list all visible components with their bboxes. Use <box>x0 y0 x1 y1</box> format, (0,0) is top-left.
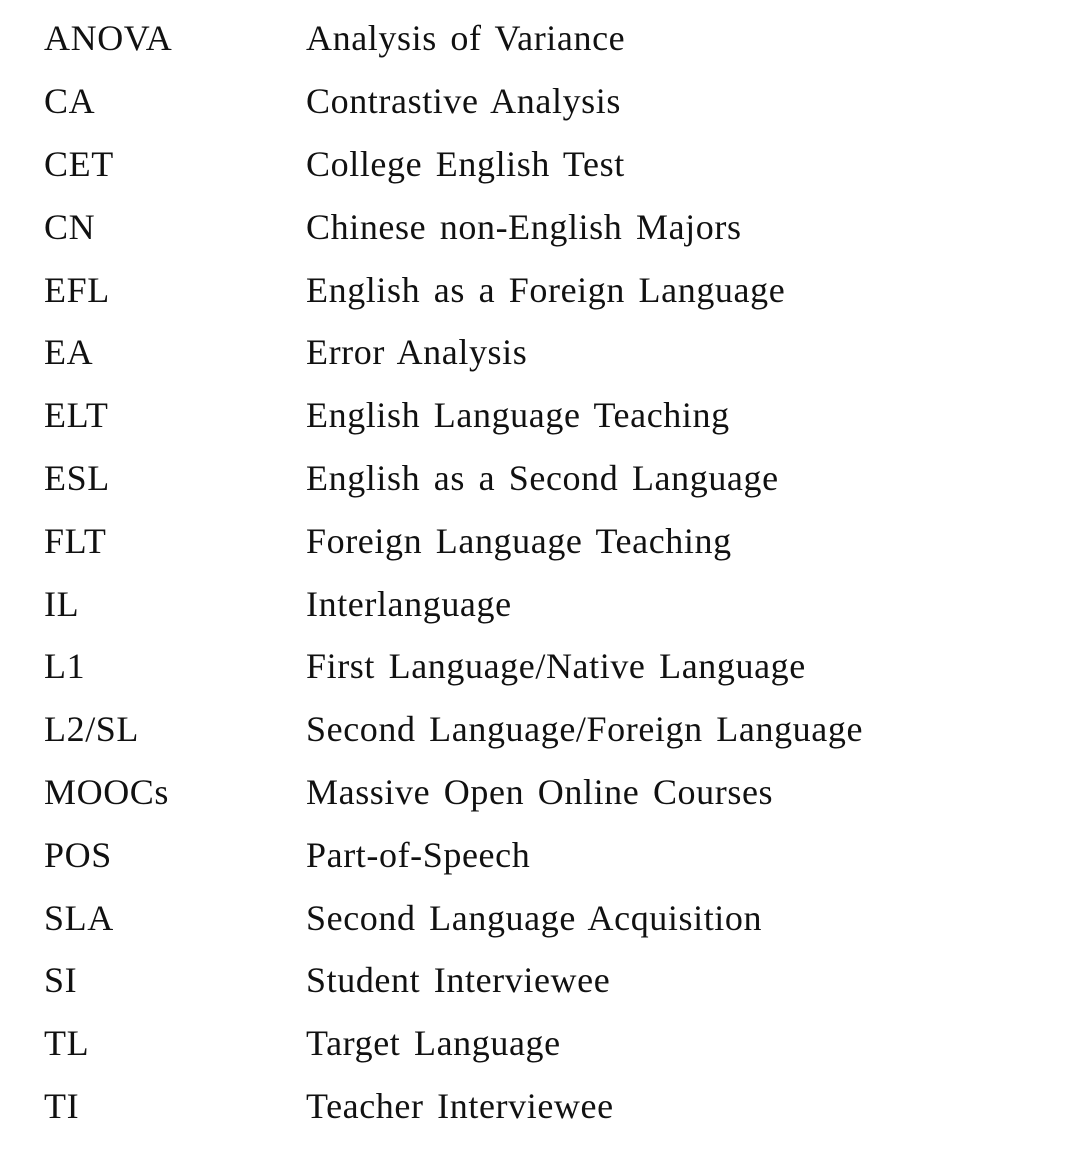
abbreviation-row <box>44 7 1044 70</box>
abbreviation-term: CET <box>44 143 114 184</box>
abbreviation-term: L1 <box>44 646 86 687</box>
abbreviation-term: ESL <box>44 457 110 498</box>
abbreviation-row <box>44 509 1044 572</box>
abbreviation-term: MOOCs <box>44 771 170 812</box>
abbreviation-term: EA <box>44 332 94 373</box>
abbreviation-definition: Contrastive Analysis <box>306 81 621 122</box>
abbreviation-definition: Student Interviewee <box>306 960 611 1001</box>
abbreviation-definition: Foreign Language Teaching <box>306 520 732 561</box>
abbreviation-row <box>44 258 1044 321</box>
abbreviation-definition: Analysis of Variance <box>306 18 626 59</box>
abbreviation-row <box>44 572 1044 635</box>
abbreviation-definition: Teacher Interviewee <box>306 1085 614 1126</box>
abbreviation-row <box>44 761 1044 824</box>
abbreviation-definition: Second Language/Foreign Language <box>306 709 864 750</box>
abbreviation-definition: English as a Second Language <box>306 457 779 498</box>
abbreviation-row <box>44 133 1044 196</box>
abbreviation-row <box>44 635 1044 698</box>
abbreviation-row <box>44 823 1044 886</box>
abbreviation-term: CA <box>44 81 96 122</box>
abbreviation-definition: English Language Teaching <box>306 395 730 436</box>
abbreviation-term: TI <box>44 1085 80 1126</box>
abbreviation-row <box>44 195 1044 258</box>
abbreviation-definition: College English Test <box>306 143 625 184</box>
abbreviation-definition: Part-of-Speech <box>306 834 531 875</box>
abbreviation-definition: Error Analysis <box>306 332 528 373</box>
abbreviation-definition: Massive Open Online Courses <box>306 771 774 812</box>
abbreviation-term: FLT <box>44 520 107 561</box>
abbreviation-definition: Interlanguage <box>306 583 512 624</box>
abbreviation-row <box>44 447 1044 510</box>
abbreviation-row <box>44 384 1044 447</box>
abbreviation-row <box>44 698 1044 761</box>
abbreviation-definition: First Language/Native Language <box>306 646 806 687</box>
abbreviation-row <box>44 949 1044 1012</box>
abbreviation-definition: Chinese non-English Majors <box>306 206 742 247</box>
abbreviation-term: POS <box>44 834 112 875</box>
abbreviation-row <box>44 1075 1044 1138</box>
abbreviation-definition: Second Language Acquisition <box>306 897 763 938</box>
abbreviation-term: SI <box>44 960 78 1001</box>
abbreviation-row <box>44 886 1044 949</box>
abbreviation-term: ELT <box>44 395 109 436</box>
abbreviation-list <box>44 7 1044 1137</box>
abbreviation-term: EFL <box>44 269 110 310</box>
abbreviation-term: CN <box>44 206 96 247</box>
abbreviation-term: ANOVA <box>44 18 173 59</box>
abbreviation-term: TL <box>44 1023 90 1064</box>
abbreviation-row <box>44 70 1044 133</box>
abbreviation-term: SLA <box>44 897 114 938</box>
abbreviation-row <box>44 321 1044 384</box>
abbreviation-term: L2/SL <box>44 709 140 750</box>
abbreviation-definition: English as a Foreign Language <box>306 269 786 310</box>
abbreviation-definition: Target Language <box>306 1023 561 1064</box>
abbreviation-term: IL <box>44 583 80 624</box>
abbreviation-row <box>44 1012 1044 1075</box>
